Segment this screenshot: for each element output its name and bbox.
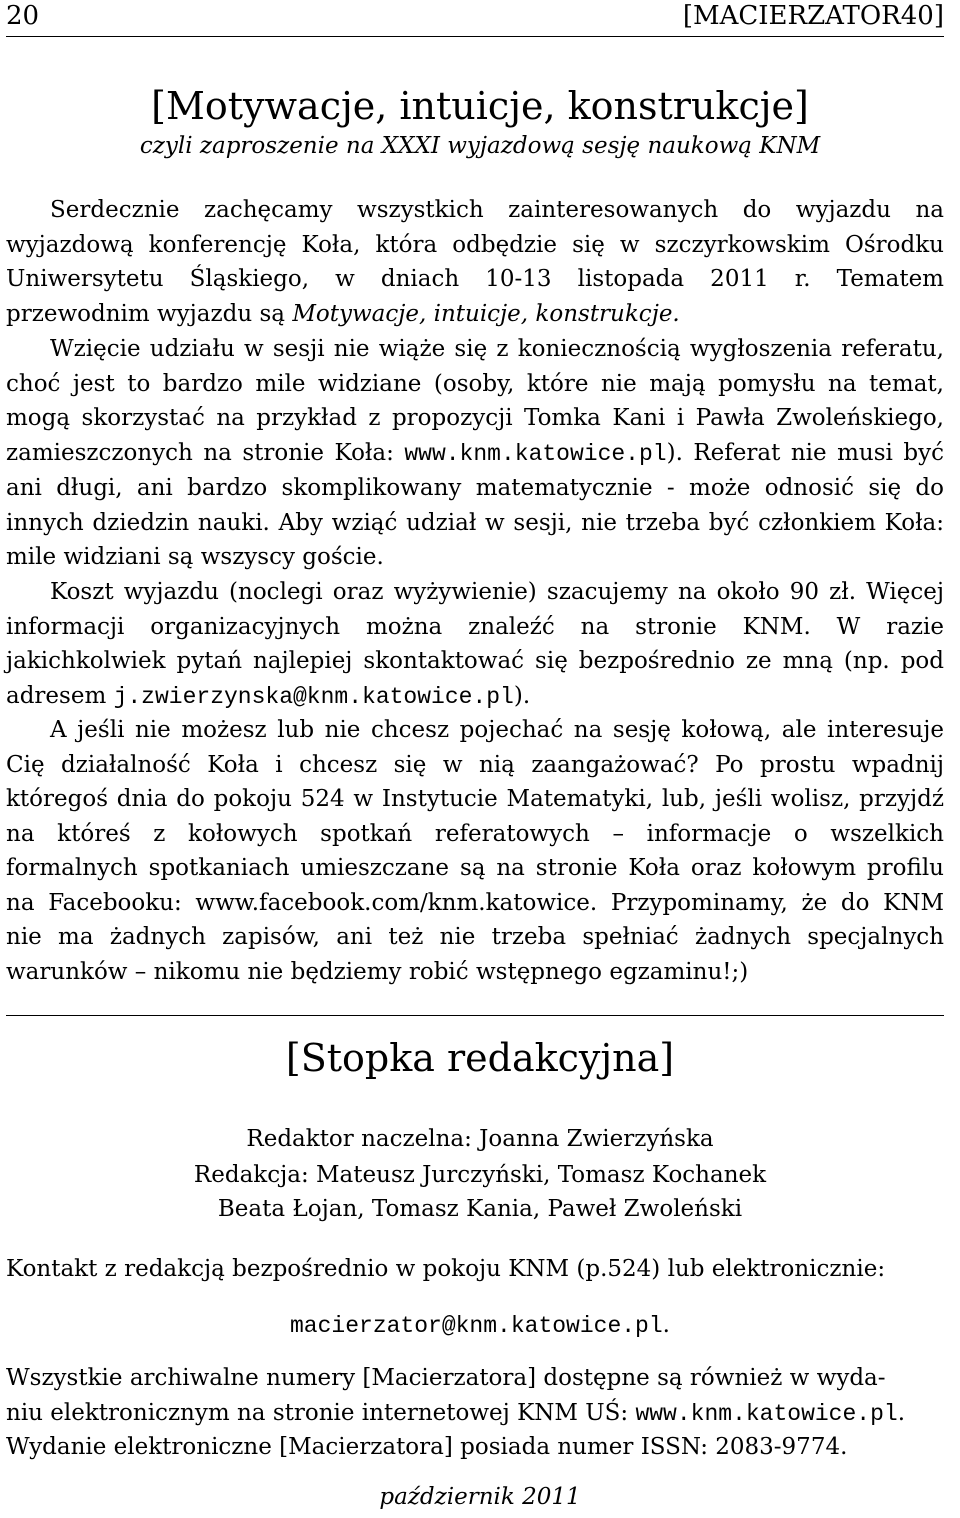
issn-line: Wydanie elektroniczne [Macierzatora] posiada numer ISSN: 2083-9774. — [6, 1434, 848, 1460]
participation-text-a: Wzięcie udziału w sesji nie wiąże się z koniecznością wygłoszenia referatu, choć jest to bardzo mile widziane (osoby, które nie mają pomysłu na temat, mogą skorzystać na przykład z propozycji Tomka Kani i Pawła Zwoleńskiego, zamieszczonych na stronie Koła: — [6, 336, 944, 466]
knm-website-link[interactable]: www.knm.katowice.pl — [404, 440, 667, 467]
invitation-text: Serdecznie zachęcamy wszystkich zainteresowanych do wyjazdu na wyjazdową konferencję Koła, która odbędzie się w szczyrkowskim Ośrodku Uniwersytetu Śląskiego, w dniach 10-13 listopada 2011 r. Tematem przewodnim wyjazdu są — [6, 197, 944, 327]
publication-date: październik 2011 — [379, 1484, 581, 1510]
editorial-staff-line2: Beata Łojan, Tomasz Kania, Paweł Zwoleński — [217, 1196, 743, 1222]
contact-email-suffix: . — [662, 1312, 670, 1338]
archive-line1: Wszystkie archiwalne numery [Macierzatora] dostępne są również w wyda- — [6, 1365, 886, 1391]
paragraph-cost — [6, 575, 944, 714]
participation-text-b: ). Referat nie musi być ani długi, ani bardzo skomplikowany matematycznie - może odnosić się do innych dziedzin nauki. Aby wziąć udział w sesji, nie trzeba być członkiem Koła: mile widziani są wszyscy goście. — [6, 439, 944, 570]
cost-text-b: ). — [513, 682, 531, 709]
section-title-motywacje: [Motywacje, intuicje, konstrukcje] — [151, 84, 809, 128]
get-involved-text: A jeśli nie możesz lub nie chcesz pojechać na sesję kołową, ale interesuje Cię działalność Koła i chcesz się w nią zaangażować? Po prostu wpadnij któregoś dnia do pokoju 524 w Instytucie Matematyki, lub, jeśli wolisz, przyjdź na któreś z kołowych spotkań referatowych – informacje o wszelkich formalnych spotkaniach umieszczane są na stronie Koła oraz kołowym profilu na Facebooku: www.facebook.com/knm.katowice. Przypominamy, że do KNM nie ma żadnych zapisów, ani też nie trzeba spełniać żadnych specjalnych warunków – nikomu nie będziemy robić wstępnego egzaminu!;) — [6, 717, 944, 985]
section-divider — [6, 1015, 944, 1016]
running-title: [MACIERZATOR40] — [682, 1, 944, 31]
editorial-staff-line1: Redakcja: Mateusz Jurczyński, Tomasz Kochanek — [193, 1162, 767, 1188]
contact-line: Kontakt z redakcją bezpośrednio w pokoju KNM (p.524) lub elektronicznie: — [6, 1256, 886, 1282]
editorial-email-link[interactable]: macierzator@knm.katowice.pl — [290, 1313, 663, 1339]
paragraph-participation — [6, 332, 944, 575]
section-title-stopka: [Stopka redakcyjna] — [285, 1036, 675, 1080]
paragraph-invitation — [6, 193, 944, 331]
paragraph-get-involved — [6, 713, 944, 989]
archive-line2-text: niu elektronicznym na stronie internetowej KNM UŚ: — [6, 1400, 636, 1426]
page-number: 20 — [6, 1, 40, 31]
section-subtitle: czyli zaproszenie na XXXI wyjazdową sesję naukową KNM — [139, 133, 821, 159]
conference-theme: Motywacje, intuicje, konstrukcje. — [292, 300, 680, 327]
editor-in-chief: Redaktor naczelna: Joanna Zwierzyńska — [246, 1126, 714, 1152]
archive-line2-suffix: . — [897, 1400, 906, 1426]
contact-email-line — [0, 1312, 960, 1339]
cost-text-a: Koszt wyjazdu (noclegi oraz wyżywienie) szacujemy na około 90 zł. Więcej informacji organizacyjnych można znaleźć na stronie KNM. W razie jakichkolwiek pytań najlepiej skontaktować się bezpośrednio ze mną (np. pod adresem — [6, 579, 944, 709]
archive-website-link[interactable]: www.knm.katowice.pl — [635, 1401, 898, 1427]
archive-line2 — [6, 1400, 905, 1427]
header-rule — [6, 36, 944, 37]
contact-email-link[interactable]: j.zwierzynska@knm.katowice.pl — [113, 683, 514, 710]
